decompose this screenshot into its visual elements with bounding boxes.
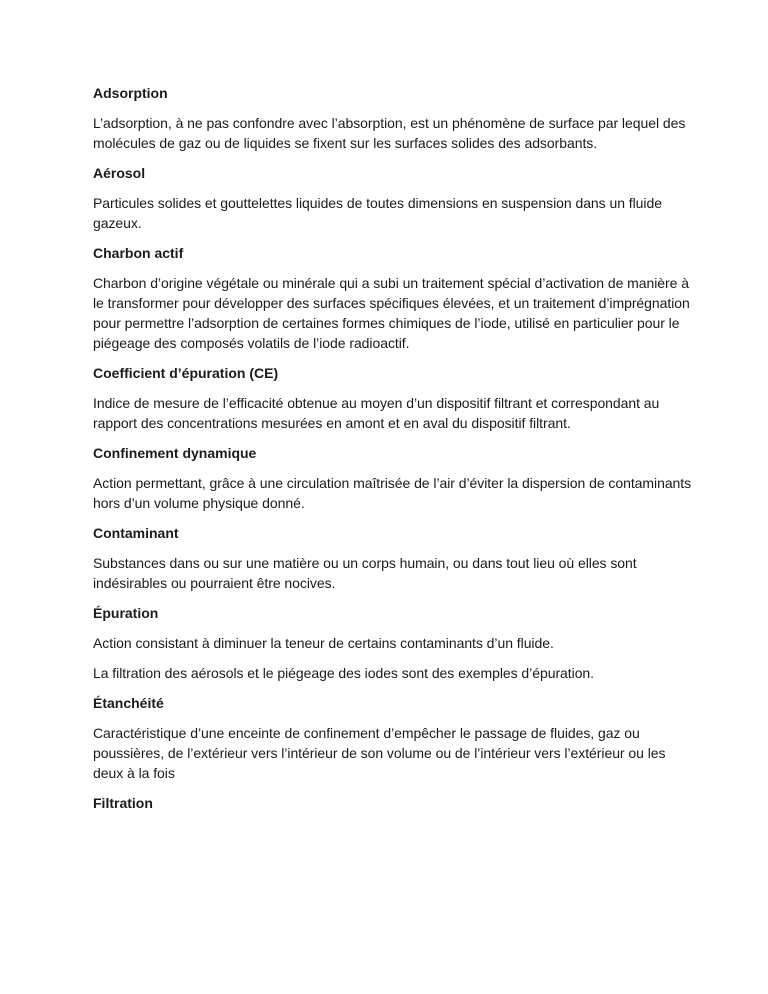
- definition-paragraph: Caractéristique d’une enceinte de confinement d’empêcher le passage de fluides, gaz ou poussières, de l’extérieur vers l’intérieur de son volume ou de l’intérieur vers l’extérieur ou les deux à la fois: [93, 725, 666, 781]
- definition-paragraph: La filtration des aérosols et le piégeage des iodes sont des exemples d’épuration.: [93, 665, 595, 681]
- glossary-entry: [93, 793, 693, 813]
- definition-paragraph: Action consistant à diminuer la teneur de certains contaminants d’un fluide.: [93, 635, 554, 651]
- term-heading: Étanchéité: [93, 695, 164, 711]
- glossary-list: [93, 83, 693, 813]
- glossary-entry: [93, 243, 693, 353]
- definition-paragraph: L’adsorption, à ne pas confondre avec l’absorption, est un phénomène de surface par lequel des molécules de gaz ou de liquides se fixent sur les surfaces solides des adsorbants.: [93, 115, 686, 151]
- term-heading: Épuration: [93, 605, 159, 621]
- definition-paragraph: Charbon d’origine végétale ou minérale qui a subi un traitement spécial d’activation de manière à le transformer pour développer des surfaces spécifiques élevées, et un traitement d’imprégnation pour permettre l’adsorption de certaines formes chimiques de l’iode, utilisé en particulier pour le piégeage des composés volatils de l’iode radioactif.: [93, 275, 690, 351]
- glossary-entry: [93, 443, 693, 513]
- glossary-entry: [93, 363, 693, 433]
- glossary-entry: [93, 523, 693, 593]
- definition-paragraph: Particules solides et gouttelettes liquides de toutes dimensions en suspension dans un fluide gazeux.: [93, 195, 662, 231]
- definition-paragraph: Substances dans ou sur une matière ou un corps humain, ou dans tout lieu où elles sont indésirables ou pourraient être nocives.: [93, 555, 637, 591]
- term-heading: Confinement dynamique: [93, 445, 257, 461]
- glossary-entry: [93, 603, 693, 683]
- term-heading: Coefficient d’épuration (CE): [93, 365, 279, 381]
- definition-paragraph: Action permettant, grâce à une circulation maîtrisée de l’air d’éviter la dispersion de contaminants hors d’un volume physique donné.: [93, 475, 692, 511]
- glossary-entry: [93, 83, 693, 153]
- definition-paragraph: Indice de mesure de l’efficacité obtenue au moyen d’un dispositif filtrant et correspondant au rapport des concentrations mesurées en amont et en aval du dispositif filtrant.: [93, 395, 660, 431]
- term-heading: Aérosol: [93, 165, 146, 181]
- glossary-entry: [93, 693, 693, 783]
- term-heading: Charbon actif: [93, 245, 184, 261]
- glossary-entry: [93, 163, 693, 233]
- term-heading: Contaminant: [93, 525, 179, 541]
- term-heading: Filtration: [93, 795, 153, 811]
- term-heading: Adsorption: [93, 85, 168, 101]
